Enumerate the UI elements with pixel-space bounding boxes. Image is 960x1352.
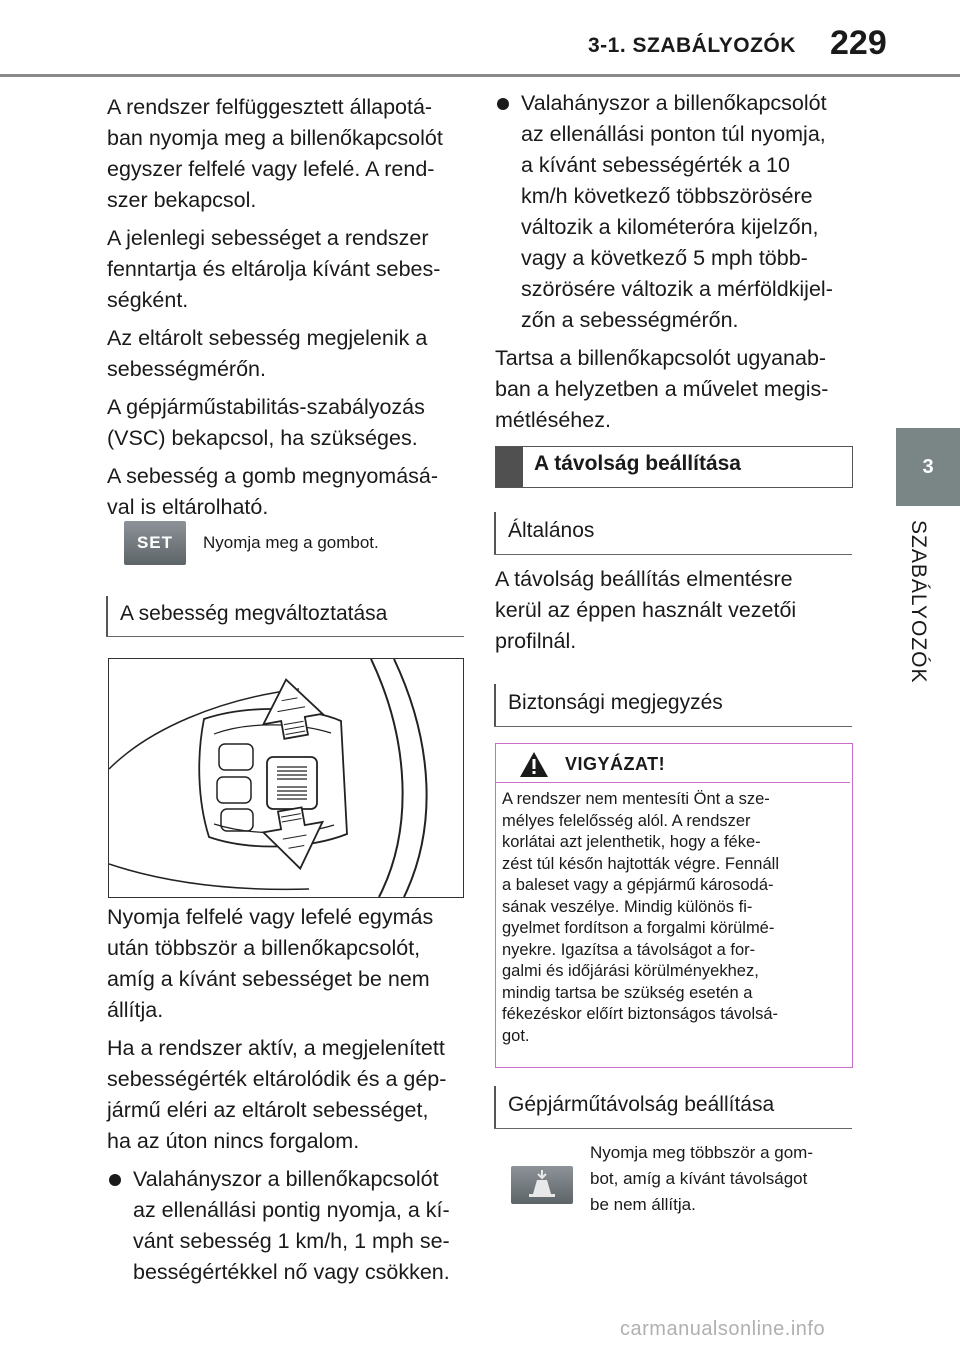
header-rule xyxy=(0,74,960,77)
steering-switch-illustration xyxy=(109,659,463,897)
paragraph: A sebesség a gomb megnyomásá- val is eltárolható. xyxy=(107,464,439,519)
paragraph: A rendszer felfüggesztett állapotá- ban nyomja meg a billenőkapcsolót egyszer felfelé vagy lefelé. A rend- szer bekapcsol. xyxy=(107,95,443,212)
chapter-tab-number: 3 xyxy=(896,428,960,506)
running-header-section: 3-1. SZABÁLYOZÓK xyxy=(588,34,796,57)
paragraph: Nyomja felfelé vagy lefelé egymás után többször a billenőkapcsolót, amíg a kívánt sebességet be nem állítja. xyxy=(107,905,434,1022)
paragraph: A gépjárműstabilitás-szabályozás (VSC) bekapcsol, ha szükséges. xyxy=(107,395,425,450)
chapter-tab-label: SZABÁLYOZÓK xyxy=(907,520,930,684)
distance-car-icon xyxy=(511,1166,573,1204)
set-caption: Nyomja meg a gombot. xyxy=(203,533,379,552)
steering-switch-figure xyxy=(108,658,464,898)
subheading-safety: Biztonsági megjegyzés xyxy=(494,684,723,726)
general-paragraph: A távolság beállítás elmentésre kerül az éppen használt vezetői profilnál. xyxy=(495,567,797,653)
paragraph: A jelenlegi sebességet a rendszer fenntartja és eltárolja kívánt sebes- ségként. xyxy=(107,226,441,312)
warning-header-rule xyxy=(496,782,850,783)
page-number: 229 xyxy=(830,24,887,62)
warning-text: A rendszer nem mentesíti Önt a sze- mélyes felelősség alól. A rendszer korlátai azt jelenthetik, hogy a féke- zést túl későn hajtották végre. Fennáll a baleset vagy a gépjármű károsodá- sának veszélye. Mindig különös fi- gyelmet fordítson a forgalmi körülmé- nyekre. Igazítsa a távolságot a for- galmi és időjárási körülményekhez, mindig tartsa be szükség esetén a fékezéskor előírt biztonságos távolsá- got. xyxy=(502,790,779,1045)
left-after-figure xyxy=(107,902,467,1288)
subheading-rule xyxy=(494,554,852,555)
subheading-general: Általános xyxy=(494,512,594,554)
subheading-vehicle-distance: Gépjárműtávolság beállítása xyxy=(494,1086,774,1128)
subheading-rule xyxy=(494,726,852,727)
footer-watermark: carmanualsonline.info xyxy=(620,1318,826,1340)
bullet-item: Valahányszor a billenőkapcsolót az ellenállási pontig nyomja, a kí- vánt sebesség 1 km/h, 1 mph se- bességértékkel nő vagy csökken. xyxy=(107,1164,467,1288)
subheading-rule xyxy=(106,636,464,637)
right-intro xyxy=(495,88,850,436)
paragraph: Tartsa a billenőkapcsolót ugyanab- ban a helyzetben a művelet megis- métléséhez. xyxy=(495,346,829,432)
section-heading-bar xyxy=(496,447,523,487)
paragraph: Ha a rendszer aktív, a megjelenített sebességérték eltárolódik és a gép- jármű eléri az eltárolt sebességet, ha az úton nincs forgalom. xyxy=(107,1036,447,1153)
bullet-item: Valahányszor a billenőkapcsolót az ellenállási ponton túl nyomja, a kívánt sebességérték a 10 km/h következő többszörösére változik a kilométeróra kijelzőn, vagy a következő 5 mph több- szörösére változik a mérföldkijel- zőn a sebességmérőn. xyxy=(495,88,850,336)
section-heading-distance: A távolság beállítása xyxy=(534,452,741,475)
subheading-rule xyxy=(494,1128,852,1129)
distance-caption: Nyomja meg többször a gom- bot, amíg a kívánt távolságot be nem állítja. xyxy=(590,1143,813,1214)
paragraph: Az eltárolt sebesség megjelenik a sebességmérőn. xyxy=(107,326,428,381)
distance-button-icon xyxy=(511,1166,573,1204)
left-intro xyxy=(107,92,467,523)
warning-triangle-icon xyxy=(519,751,549,778)
subheading-speed-change: A sebesség megváltoztatása xyxy=(106,596,387,636)
warning-title: VIGYÁZAT! xyxy=(565,754,666,774)
set-button-icon: SET xyxy=(124,521,186,565)
